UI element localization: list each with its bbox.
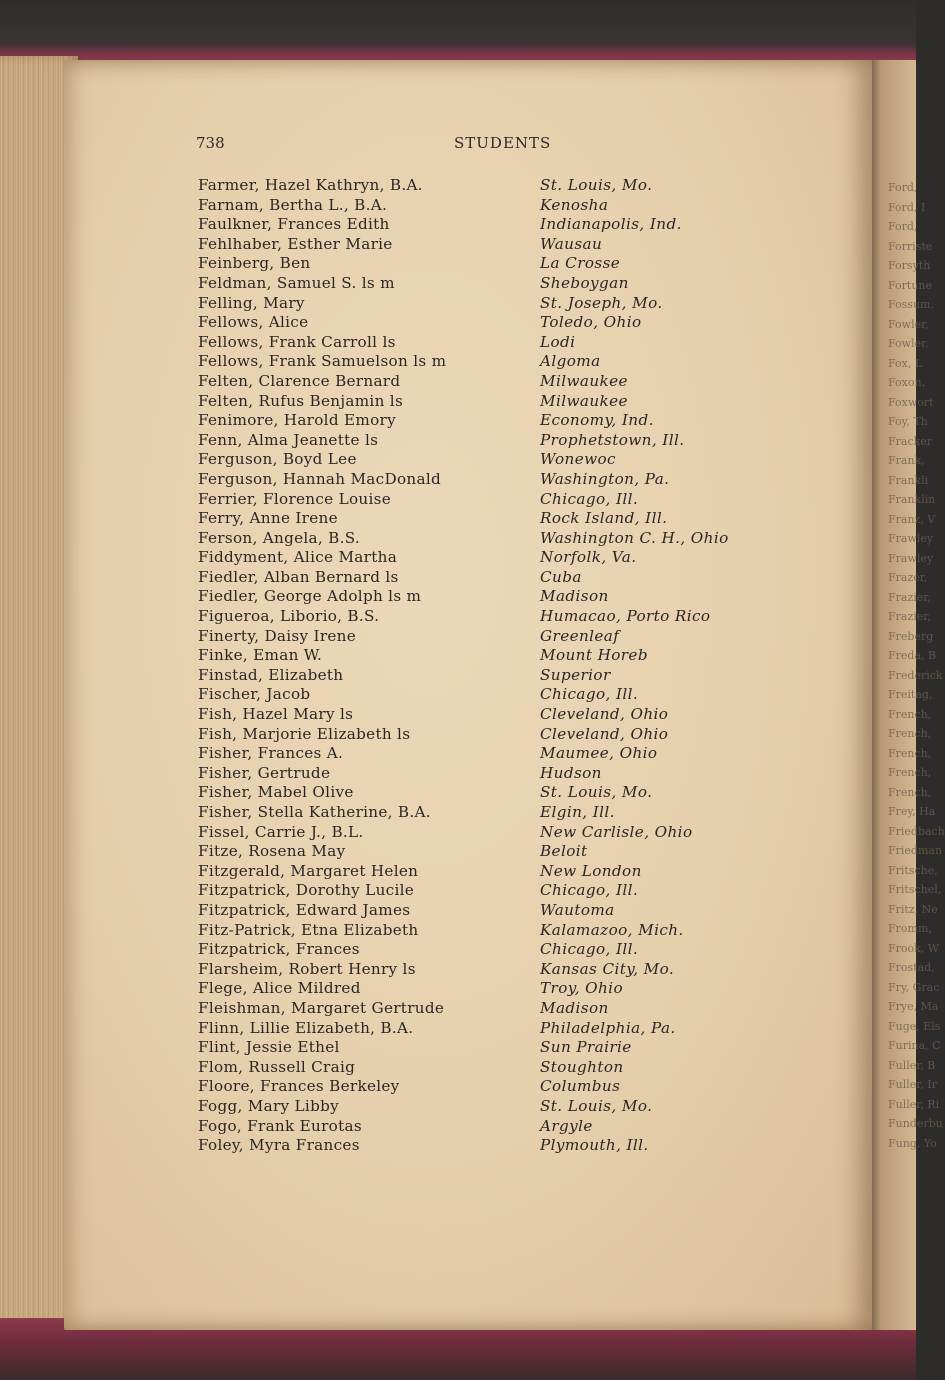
student-hometown: Chicago, Ill.	[540, 881, 639, 900]
student-entry	[198, 1077, 758, 1097]
student-entry	[198, 979, 758, 999]
student-name: Ferguson, Boyd Lee	[198, 450, 357, 469]
facing-page-edge	[866, 60, 945, 1330]
student-entry	[198, 333, 758, 353]
student-name: Fitze, Rosena May	[198, 842, 346, 861]
student-name: Fissel, Carrie J., B.L.	[198, 822, 364, 841]
student-entry	[198, 215, 758, 235]
facing-page-fragment: Friedman	[888, 844, 943, 857]
student-hometown: Rock Island, Ill.	[540, 509, 668, 528]
facing-page-fragment: Foxon,	[888, 376, 926, 389]
student-entry	[198, 470, 758, 490]
student-name: Finke, Eman W.	[198, 646, 323, 665]
facing-page-fragment: Frawley	[888, 551, 934, 565]
student-hometown: La Crosse	[540, 254, 621, 273]
facing-page-fragment: Frey, Ha	[888, 805, 936, 818]
student-name: Felten, Clarence Bernard	[198, 371, 401, 390]
student-hometown: Sheboygan	[540, 273, 629, 292]
facing-page-fragment: Frank,	[888, 454, 925, 467]
facing-page-fragment: French,	[888, 746, 932, 760]
facing-page-fragment: Fracker	[888, 434, 933, 448]
student-hometown: Washington, Pa.	[540, 469, 670, 488]
facing-page-fragment: Fuge, Els	[888, 1019, 941, 1033]
student-name: Fenimore, Harold Emory	[198, 411, 396, 430]
student-entry	[198, 352, 758, 372]
student-entry	[198, 372, 758, 392]
student-hometown: Columbus	[540, 1077, 621, 1096]
facing-page-fragment: Furina, C	[888, 1039, 941, 1052]
student-entry	[198, 274, 758, 294]
student-hometown: New Carlisle, Ohio	[540, 822, 693, 841]
student-name: Flom, Russell Craig	[198, 1057, 356, 1076]
facing-page-fragment: French,	[888, 707, 932, 721]
book-cover-top-edge	[0, 0, 916, 62]
student-hometown: Cuba	[540, 567, 582, 586]
student-hometown: Madison	[540, 587, 609, 606]
student-entry	[198, 901, 758, 921]
student-hometown: Cleveland, Ohio	[540, 724, 669, 743]
student-name: Fitz-Patrick, Etna Elizabeth	[198, 920, 419, 939]
student-entry	[198, 960, 758, 980]
student-hometown: Hudson	[540, 763, 602, 782]
student-name: Fehlhaber, Esther Marie	[198, 234, 393, 253]
student-entry	[198, 509, 758, 529]
student-name: Ferson, Angela, B.S.	[198, 528, 361, 547]
student-name: Fiedler, Alban Bernard ls	[198, 567, 399, 586]
student-name: Flinn, Lillie Elizabeth, B.A.	[198, 1018, 414, 1037]
facing-page-fragment: Frook, W	[888, 941, 940, 955]
student-hometown: St. Louis, Mo.	[540, 1096, 653, 1115]
student-hometown: Argyle	[540, 1116, 593, 1135]
student-hometown: Troy, Ohio	[540, 979, 623, 998]
student-hometown: Mount Horeb	[540, 646, 648, 665]
facing-page-fragment: Frostad,	[888, 961, 935, 974]
student-hometown: Kansas City, Mo.	[540, 959, 675, 978]
student-name: Ferguson, Hannah MacDonald	[198, 469, 442, 488]
student-entry	[198, 783, 758, 803]
student-name: Fitzpatrick, Frances	[198, 940, 360, 959]
facing-page-fragment: Fossum,	[888, 298, 934, 311]
student-entry	[198, 823, 758, 843]
student-hometown: Chicago, Ill.	[540, 685, 639, 704]
student-entry	[198, 881, 758, 901]
student-entry	[198, 725, 758, 745]
student-entry	[198, 940, 758, 960]
facing-page-fragment: Foy, Th	[888, 415, 928, 428]
student-hometown: Chicago, Ill.	[540, 489, 639, 508]
facing-page-fragment: Fowler,	[888, 337, 929, 350]
student-entry	[198, 450, 758, 470]
student-hometown: Superior	[540, 665, 611, 684]
student-hometown: Humacao, Porto Rico	[540, 607, 711, 626]
facing-page-fragment: Fry, Grac	[888, 980, 940, 994]
facing-page-fragment: French,	[888, 785, 932, 799]
student-name: Fiedler, George Adolph ls m	[198, 587, 422, 606]
student-hometown: New London	[540, 861, 642, 880]
student-hometown: Norfolk, Va.	[540, 548, 637, 567]
student-name: Felten, Rufus Benjamin ls	[198, 391, 404, 410]
facing-page-fragment: Fung, Yo	[888, 1136, 937, 1150]
student-name: Floore, Frances Berkeley	[198, 1077, 400, 1096]
student-hometown: Stoughton	[540, 1057, 624, 1076]
student-name: Fleishman, Margaret Gertrude	[198, 998, 445, 1017]
student-name: Finstad, Elizabeth	[198, 665, 344, 684]
facing-page-fragment: Freberg	[888, 629, 934, 643]
student-name: Fischer, Jacob	[198, 685, 311, 704]
student-entry	[198, 1136, 758, 1156]
facing-page-fragment: Friedbach	[888, 824, 945, 838]
student-name: Fogo, Frank Eurotas	[198, 1116, 362, 1135]
student-name: Faulkner, Frances Edith	[198, 215, 390, 234]
student-hometown: Washington C. H., Ohio	[540, 528, 729, 547]
student-name: Fisher, Frances A.	[198, 744, 344, 763]
student-entry	[198, 666, 758, 686]
student-hometown: Sun Prairie	[540, 1038, 632, 1057]
facing-page-fragment: Fritsche,	[888, 863, 938, 877]
student-hometown: St. Louis, Mo.	[540, 176, 653, 194]
student-name: Finerty, Daisy Irene	[198, 626, 357, 645]
facing-page-fragment: Funderbu	[888, 1117, 943, 1130]
facing-page-fragment: Frazier,	[888, 610, 931, 623]
student-hometown: Prophetstown, Ill.	[540, 430, 685, 449]
student-entry	[198, 646, 758, 666]
student-hometown: Wautoma	[540, 900, 615, 919]
student-hometown: Chicago, Ill.	[540, 940, 639, 959]
student-hometown: Maumee, Ohio	[540, 744, 658, 763]
facing-page-fragment: French,	[888, 727, 932, 740]
student-entry	[198, 803, 758, 823]
student-hometown: St. Louis, Mo.	[540, 783, 653, 802]
student-name: Fisher, Gertrude	[198, 763, 331, 782]
student-entry	[198, 842, 758, 862]
facing-page-fragment: Franklin	[888, 493, 936, 506]
student-entry	[198, 921, 758, 941]
facing-page-fragment: Fox, L	[888, 356, 923, 370]
student-name: Farnam, Bertha L., B.A.	[198, 195, 388, 214]
facing-page-fragment: Forsyth	[888, 259, 931, 272]
facing-page-fragment: Frederick	[888, 668, 943, 682]
student-entry	[198, 685, 758, 705]
student-name: Flege, Alice Mildred	[198, 979, 361, 998]
student-name: Feldman, Samuel S. ls m	[198, 273, 395, 292]
student-entry	[198, 568, 758, 588]
student-name: Felling, Mary	[198, 293, 305, 312]
student-entry	[198, 1117, 758, 1137]
student-entry	[198, 235, 758, 255]
student-name: Fitzgerald, Margaret Helen	[198, 861, 419, 880]
student-name: Ferry, Anne Irene	[198, 509, 338, 528]
student-entry	[198, 1038, 758, 1058]
running-head: STUDENTS	[454, 134, 552, 152]
facing-page-fragment: Fritz, Ne	[888, 902, 938, 916]
student-name: Fisher, Stella Katherine, B.A.	[198, 803, 431, 821]
student-entry	[198, 431, 758, 451]
student-hometown: Algoma	[540, 352, 601, 371]
student-hometown: Toledo, Ohio	[540, 313, 642, 332]
student-name: Fogg, Mary Libby	[198, 1096, 339, 1115]
student-hometown: Milwaukee	[540, 371, 628, 390]
student-entry	[198, 607, 758, 627]
page-number: 738	[196, 134, 225, 152]
student-hometown: Wausau	[540, 234, 603, 253]
student-name: Fellows, Alice	[198, 313, 309, 332]
page-header	[196, 134, 756, 156]
student-name: Fitzpatrick, Edward James	[198, 900, 411, 919]
student-name: Fiddyment, Alice Martha	[198, 548, 398, 567]
facing-page-fragment: Foxwort	[888, 395, 934, 409]
student-hometown: Cleveland, Ohio	[540, 705, 669, 724]
student-entry	[198, 587, 758, 607]
student-name: Fellows, Frank Samuelson ls m	[198, 352, 447, 371]
student-name: Farmer, Hazel Kathryn, B.A.	[198, 176, 423, 194]
student-hometown: Milwaukee	[540, 391, 628, 410]
student-hometown: Beloit	[540, 842, 588, 861]
student-name: Fitzpatrick, Dorothy Lucile	[198, 881, 415, 900]
student-entry	[198, 294, 758, 314]
student-name: Flint, Jessie Ethel	[198, 1038, 340, 1057]
student-name: Fish, Marjorie Elizabeth ls	[198, 724, 411, 743]
facing-page-fragment: Fortune	[888, 278, 933, 292]
student-list	[198, 176, 758, 1156]
student-hometown: Indianapolis, Ind.	[540, 215, 682, 234]
student-entry	[198, 254, 758, 274]
student-entry	[198, 764, 758, 784]
student-hometown: St. Joseph, Mo.	[540, 293, 663, 312]
student-entry	[198, 529, 758, 549]
facing-page-fragment: Fuller, B	[888, 1058, 936, 1072]
facing-page-fragments	[866, 60, 945, 1153]
student-hometown: Wonewoc	[540, 450, 616, 469]
facing-page-fragment: Ford, I	[888, 200, 926, 214]
student-entry	[198, 411, 758, 431]
student-entry	[198, 999, 758, 1019]
facing-page-fragment: Frazier,	[888, 590, 931, 604]
student-entry	[198, 196, 758, 216]
student-entry	[198, 392, 758, 412]
facing-page-fragment: Frye, Ma	[888, 1000, 939, 1013]
student-hometown: Plymouth, Ill.	[540, 1136, 649, 1155]
facing-page-fragment: Fuller, Ir	[888, 1078, 937, 1091]
student-name: Feinberg, Ben	[198, 254, 311, 273]
facing-page-fragment: Frazer,	[888, 571, 928, 584]
facing-page-fragment: Forriste	[888, 239, 933, 253]
student-entry	[198, 313, 758, 333]
facing-page-fragment: Ford,	[888, 181, 918, 194]
student-entry	[198, 490, 758, 510]
student-hometown: Elgin, Ill.	[540, 803, 615, 821]
facing-page-fragment: Fromm,	[888, 922, 932, 935]
student-entry	[198, 705, 758, 725]
facing-page-fragment: Ford,	[888, 220, 918, 233]
facing-page-fragment: Franz, V	[888, 512, 936, 526]
student-hometown: Philadelphia, Pa.	[540, 1018, 676, 1037]
student-hometown: Lodi	[540, 332, 576, 351]
student-name: Fenn, Alma Jeanette ls	[198, 430, 379, 449]
student-entry	[198, 744, 758, 764]
student-name: Fish, Hazel Mary ls	[198, 705, 354, 724]
student-entry	[198, 1097, 758, 1117]
facing-page-fragment: Fowler,	[888, 317, 929, 331]
facing-page-fragment: Frawley	[888, 532, 934, 545]
facing-page-fragment: Freda, B	[888, 649, 937, 662]
student-hometown: Kenosha	[540, 195, 609, 214]
student-hometown: Greenleaf	[540, 626, 620, 645]
student-name: Foley, Myra Frances	[198, 1136, 360, 1155]
facing-page-fragment: Freitag,	[888, 688, 933, 701]
student-name: Flarsheim, Robert Henry ls	[198, 959, 416, 978]
facing-page-fragment: Frankli	[888, 473, 929, 487]
facing-page-fragment: Fritschel,	[888, 883, 942, 896]
student-entry	[198, 548, 758, 568]
facing-page-fragment: French,	[888, 766, 932, 779]
student-name: Figueroa, Liborio, B.S.	[198, 607, 380, 626]
student-entry	[198, 1019, 758, 1039]
student-hometown: Economy, Ind.	[540, 411, 654, 430]
student-entry	[198, 1058, 758, 1078]
student-entry	[198, 176, 758, 196]
student-name: Fisher, Mabel Olive	[198, 783, 354, 802]
student-name: Fellows, Frank Carroll ls	[198, 332, 396, 351]
student-name: Ferrier, Florence Louise	[198, 489, 392, 508]
facing-page-fragment: Fuller, Ri	[888, 1097, 940, 1111]
student-hometown: Madison	[540, 998, 609, 1017]
student-entry	[198, 627, 758, 647]
student-hometown: Kalamazoo, Mich.	[540, 920, 684, 939]
student-entry	[198, 862, 758, 882]
